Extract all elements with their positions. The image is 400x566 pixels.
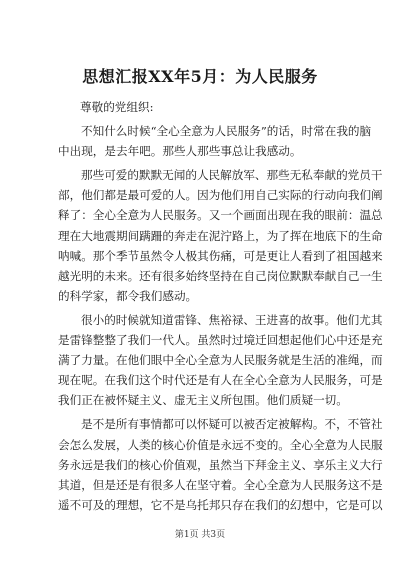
text-line: 那些可爱的默默无闻的人民解放军、那些无私奉献的党员干: [81, 168, 383, 183]
text-line: 是雷锋整整了我们一代人。虽然时过境迁回想起他们心中还是充: [58, 333, 383, 348]
text-line: 其道，但是还是有很多人在坚守着。全心全意为人民服务这不是: [58, 477, 383, 492]
text-line: 满了力量。在他们眼中全心全意为人民服务就是生活的准绳，而: [58, 353, 383, 368]
document-body: [58, 97, 383, 515]
text-line: 不知什么时候“全心全意为人民服务”的话，时常在我的脑: [81, 124, 372, 139]
text-line: 遥不可及的理想，它不是乌托邦只存在我们的幻想中，它是可以: [58, 497, 383, 512]
paragraph: [58, 310, 383, 410]
text-line: 中出现，是去年吧。那些人那些事总让我感动。: [58, 144, 302, 159]
text-line: 释了：全心全意为人民服务。又一个画面出现在我的眼前：温总: [58, 208, 383, 223]
text-line: 理在大地震期间蹒跚的奔走在泥泞路上，为了挥在地底下的生命: [58, 228, 383, 243]
page-footer: 第1页 共3页: [174, 530, 226, 540]
greeting: 尊敬的党组织:: [80, 100, 154, 114]
text-line: 越光明的未来。还有很多始终坚持在自己岗位默默奉献自己一生: [58, 268, 383, 283]
paragraph: [58, 121, 372, 161]
paragraph: [58, 414, 383, 514]
document-title: 思想汇报XX年5月：为人民服务: [82, 67, 318, 86]
text-line: 会怎么发展，人类的核心价值是永远不变的。全心全意为人民服: [58, 437, 383, 452]
paragraph: [58, 165, 383, 306]
text-line: 现在呢。在我们这个时代还是有人在全心全意为人民服务，可是: [58, 373, 383, 388]
text-line: 是不是所有事情都可以怀疑可以被否定被解构。不，不管社: [81, 417, 383, 432]
text-line: 部，他们都是最可爱的人。因为他们用自己实际的行动向我们阐: [58, 188, 383, 203]
text-line: 的科学家，都令我们感动。: [58, 288, 198, 303]
text-line: 务永远是我们的核心价值观，虽然当下拜金主义、享乐主义大行: [58, 457, 383, 472]
text-line: 呐喊。那个季节虽然令人极其伤痛，可是更让人看到了祖国越来: [58, 248, 383, 263]
text-line: 很小的时候就知道雷锋、焦裕禄、王进喜的故事。他们尤其: [81, 312, 383, 327]
text-line: 我们正在被怀疑主义、虚无主义所包围。他们质疑一切。: [58, 393, 348, 408]
